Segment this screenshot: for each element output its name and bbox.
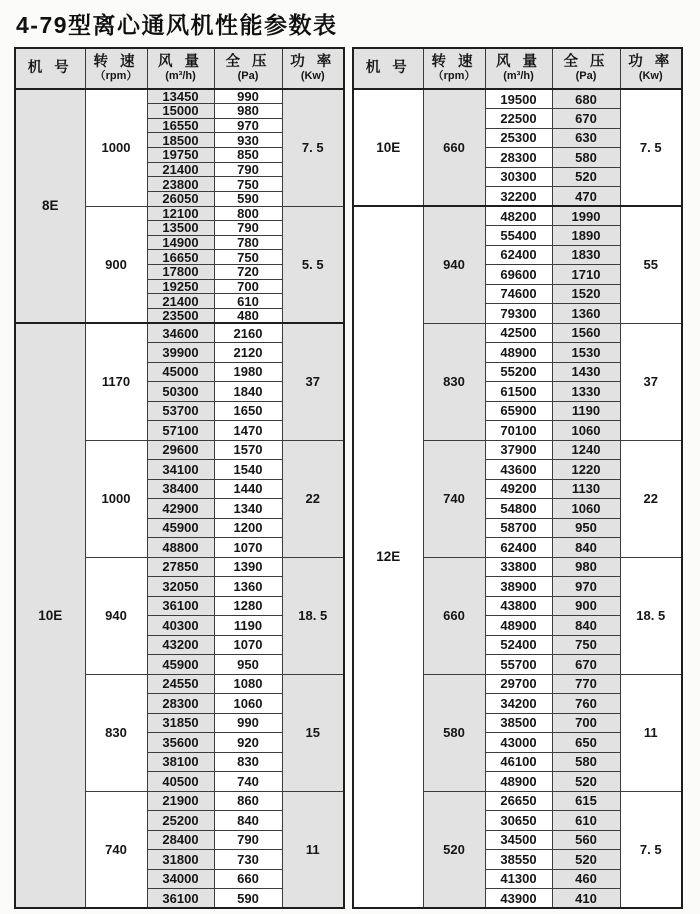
flow-cell: 23500 <box>147 308 214 323</box>
pressure-cell: 1200 <box>214 518 282 538</box>
pressure-cell: 700 <box>214 279 282 294</box>
pressure-cell: 1890 <box>552 226 620 246</box>
header-flow-unit: (m³/h) <box>165 70 196 83</box>
pressure-cell: 1070 <box>214 538 282 558</box>
flow-cell: 27850 <box>147 557 214 577</box>
header-rpm <box>423 48 485 89</box>
rpm-cell: 740 <box>423 440 485 557</box>
flow-cell: 31800 <box>147 850 214 870</box>
flow-cell: 25300 <box>485 128 552 148</box>
pressure-cell: 750 <box>552 635 620 655</box>
table-body <box>15 89 344 908</box>
pressure-cell: 630 <box>552 128 620 148</box>
table-header <box>353 48 682 89</box>
rpm-cell: 660 <box>423 89 485 206</box>
header-model-label: 机 号 <box>365 60 411 77</box>
table-header <box>15 48 344 89</box>
pressure-cell: 470 <box>552 187 620 207</box>
flow-cell: 65900 <box>485 401 552 421</box>
pressure-cell: 1710 <box>552 265 620 285</box>
model-cell: 10E <box>15 323 85 908</box>
flow-cell: 13500 <box>147 221 214 236</box>
pressure-cell: 840 <box>552 616 620 636</box>
flow-cell: 48900 <box>485 772 552 792</box>
pressure-cell: 840 <box>552 538 620 558</box>
pressure-cell: 1330 <box>552 382 620 402</box>
flow-cell: 24550 <box>147 674 214 694</box>
flow-cell: 22500 <box>485 109 552 129</box>
flow-cell: 28400 <box>147 830 214 850</box>
left-table <box>14 47 345 909</box>
flow-cell: 45900 <box>147 655 214 675</box>
pressure-cell: 1650 <box>214 401 282 421</box>
flow-cell: 34100 <box>147 460 214 480</box>
pressure-cell: 950 <box>214 655 282 675</box>
flow-cell: 23800 <box>147 177 214 192</box>
header-row <box>15 48 344 89</box>
flow-cell: 31850 <box>147 713 214 733</box>
flow-cell: 28300 <box>147 694 214 714</box>
pressure-cell: 670 <box>552 109 620 129</box>
flow-cell: 48200 <box>485 206 552 226</box>
pressure-cell: 1240 <box>552 440 620 460</box>
flow-cell: 36100 <box>147 596 214 616</box>
header-rpm-label: 转 速 <box>93 54 139 71</box>
flow-cell: 21400 <box>147 162 214 177</box>
pressure-cell: 580 <box>552 148 620 168</box>
flow-cell: 32200 <box>485 187 552 207</box>
header-rpm-label: 转 速 <box>431 54 477 71</box>
power-cell: 7. 5 <box>282 89 344 206</box>
flow-cell: 54800 <box>485 499 552 519</box>
rpm-cell: 830 <box>85 674 147 791</box>
pressure-cell: 590 <box>214 191 282 206</box>
pressure-cell: 780 <box>214 235 282 250</box>
pressure-cell: 1530 <box>552 343 620 363</box>
flow-cell: 79300 <box>485 304 552 324</box>
table-body <box>353 89 682 908</box>
flow-cell: 43900 <box>485 889 552 909</box>
header-flow-unit: (m³/h) <box>503 70 534 83</box>
rpm-cell: 940 <box>423 206 485 323</box>
header-power <box>282 48 344 89</box>
power-cell: 18. 5 <box>620 557 682 674</box>
power-cell: 22 <box>282 440 344 557</box>
power-cell: 11 <box>620 674 682 791</box>
rpm-cell: 830 <box>423 323 485 440</box>
power-cell: 5. 5 <box>282 206 344 323</box>
tables-container <box>14 47 686 909</box>
pressure-cell: 480 <box>214 308 282 323</box>
model-cell: 10E <box>353 89 423 206</box>
flow-cell: 30650 <box>485 811 552 831</box>
pressure-cell: 790 <box>214 162 282 177</box>
pressure-cell: 1560 <box>552 323 620 343</box>
power-cell: 18. 5 <box>282 557 344 674</box>
flow-cell: 37900 <box>485 440 552 460</box>
pressure-cell: 720 <box>214 265 282 280</box>
pressure-cell: 1060 <box>552 421 620 441</box>
power-cell: 15 <box>282 674 344 791</box>
pressure-cell: 1220 <box>552 460 620 480</box>
pressure-cell: 1430 <box>552 362 620 382</box>
flow-cell: 58700 <box>485 518 552 538</box>
pressure-cell: 800 <box>214 206 282 221</box>
flow-cell: 34500 <box>485 830 552 850</box>
table-row <box>15 89 344 104</box>
flow-cell: 34000 <box>147 869 214 889</box>
flow-cell: 26650 <box>485 791 552 811</box>
pressure-cell: 1340 <box>214 499 282 519</box>
pressure-cell: 760 <box>552 694 620 714</box>
table-row <box>353 89 682 109</box>
flow-cell: 29600 <box>147 440 214 460</box>
flow-cell: 38550 <box>485 850 552 870</box>
flow-cell: 45000 <box>147 362 214 382</box>
pressure-cell: 1980 <box>214 362 282 382</box>
pressure-cell: 670 <box>552 655 620 675</box>
pressure-cell: 1390 <box>214 557 282 577</box>
flow-cell: 41300 <box>485 869 552 889</box>
pressure-cell: 900 <box>552 596 620 616</box>
flow-cell: 57100 <box>147 421 214 441</box>
flow-cell: 38100 <box>147 752 214 772</box>
header-model-label: 机 号 <box>27 60 73 77</box>
flow-cell: 34600 <box>147 323 214 343</box>
flow-cell: 15000 <box>147 104 214 119</box>
pressure-cell: 1830 <box>552 245 620 265</box>
pressure-cell: 1360 <box>552 304 620 324</box>
header-power-label: 功 率 <box>628 54 674 71</box>
pressure-cell: 610 <box>214 294 282 309</box>
flow-cell: 16550 <box>147 118 214 133</box>
header-rpm-unit: （rpm） <box>94 70 138 83</box>
pressure-cell: 1470 <box>214 421 282 441</box>
flow-cell: 38900 <box>485 577 552 597</box>
pressure-cell: 1440 <box>214 479 282 499</box>
rpm-cell: 940 <box>85 557 147 674</box>
pressure-cell: 790 <box>214 221 282 236</box>
flow-cell: 18500 <box>147 133 214 148</box>
flow-cell: 43000 <box>485 733 552 753</box>
header-rpm-unit: （rpm） <box>432 70 476 83</box>
pressure-cell: 1060 <box>214 694 282 714</box>
pressure-cell: 930 <box>214 133 282 148</box>
flow-cell: 53700 <box>147 401 214 421</box>
pressure-cell: 700 <box>552 713 620 733</box>
header-model <box>353 48 423 89</box>
pressure-cell: 520 <box>552 850 620 870</box>
pressure-cell: 590 <box>214 889 282 909</box>
header-pressure-label: 全 压 <box>225 54 271 71</box>
pressure-cell: 790 <box>214 830 282 850</box>
header-flow-label: 风 量 <box>495 54 542 71</box>
flow-cell: 43200 <box>147 635 214 655</box>
rpm-cell: 740 <box>85 791 147 908</box>
flow-cell: 19500 <box>485 89 552 109</box>
header-pressure <box>552 48 620 89</box>
header-power-unit: (Kw) <box>300 70 325 83</box>
pressure-cell: 750 <box>214 177 282 192</box>
pressure-cell: 970 <box>214 118 282 133</box>
flow-cell: 55400 <box>485 226 552 246</box>
flow-cell: 19250 <box>147 279 214 294</box>
flow-cell: 29700 <box>485 674 552 694</box>
flow-cell: 21400 <box>147 294 214 309</box>
rpm-cell: 660 <box>423 557 485 674</box>
pressure-cell: 740 <box>214 772 282 792</box>
pressure-cell: 770 <box>552 674 620 694</box>
pressure-cell: 1990 <box>552 206 620 226</box>
header-pressure <box>214 48 282 89</box>
pressure-cell: 1840 <box>214 382 282 402</box>
rpm-cell: 1170 <box>85 323 147 440</box>
flow-cell: 25200 <box>147 811 214 831</box>
flow-cell: 55700 <box>485 655 552 675</box>
flow-cell: 48800 <box>147 538 214 558</box>
pressure-cell: 460 <box>552 869 620 889</box>
flow-cell: 74600 <box>485 284 552 304</box>
pressure-cell: 2160 <box>214 323 282 343</box>
pressure-cell: 980 <box>214 104 282 119</box>
header-pressure-unit: (Pa) <box>575 70 597 83</box>
pressure-cell: 1190 <box>552 401 620 421</box>
pressure-cell: 1130 <box>552 479 620 499</box>
flow-cell: 21900 <box>147 791 214 811</box>
flow-cell: 50300 <box>147 382 214 402</box>
pressure-cell: 1280 <box>214 596 282 616</box>
flow-cell: 32050 <box>147 577 214 597</box>
flow-cell: 43800 <box>485 596 552 616</box>
header-power <box>620 48 682 89</box>
pressure-cell: 1070 <box>214 635 282 655</box>
pressure-cell: 410 <box>552 889 620 909</box>
flow-cell: 45900 <box>147 518 214 538</box>
rpm-cell: 900 <box>85 206 147 323</box>
flow-cell: 39900 <box>147 343 214 363</box>
pressure-cell: 1360 <box>214 577 282 597</box>
flow-cell: 26050 <box>147 191 214 206</box>
flow-cell: 13450 <box>147 89 214 104</box>
pressure-cell: 660 <box>214 869 282 889</box>
header-row <box>353 48 682 89</box>
rpm-cell: 520 <box>423 791 485 908</box>
pressure-cell: 650 <box>552 733 620 753</box>
flow-cell: 14900 <box>147 235 214 250</box>
flow-cell: 69600 <box>485 265 552 285</box>
flow-cell: 62400 <box>485 245 552 265</box>
pressure-cell: 560 <box>552 830 620 850</box>
pressure-cell: 520 <box>552 167 620 187</box>
flow-cell: 61500 <box>485 382 552 402</box>
pressure-cell: 750 <box>214 250 282 265</box>
flow-cell: 35600 <box>147 733 214 753</box>
power-cell: 37 <box>282 323 344 440</box>
pressure-cell: 580 <box>552 752 620 772</box>
rpm-cell: 1000 <box>85 440 147 557</box>
pressure-cell: 2120 <box>214 343 282 363</box>
flow-cell: 48900 <box>485 343 552 363</box>
table-row <box>353 206 682 226</box>
flow-cell: 30300 <box>485 167 552 187</box>
pressure-cell: 520 <box>552 772 620 792</box>
header-flow <box>485 48 552 89</box>
flow-cell: 52400 <box>485 635 552 655</box>
pressure-cell: 615 <box>552 791 620 811</box>
flow-cell: 70100 <box>485 421 552 441</box>
pressure-cell: 850 <box>214 148 282 163</box>
model-cell: 8E <box>15 89 85 323</box>
header-flow <box>147 48 214 89</box>
flow-cell: 28300 <box>485 148 552 168</box>
pressure-cell: 840 <box>214 811 282 831</box>
page-title: 4-79型离心通风机性能参数表 <box>16 12 338 38</box>
pressure-cell: 1570 <box>214 440 282 460</box>
power-cell: 11 <box>282 791 344 908</box>
pressure-cell: 860 <box>214 791 282 811</box>
header-pressure-unit: (Pa) <box>237 70 259 83</box>
flow-cell: 49200 <box>485 479 552 499</box>
flow-cell: 40300 <box>147 616 214 636</box>
pressure-cell: 950 <box>552 518 620 538</box>
power-cell: 22 <box>620 440 682 557</box>
table-row <box>15 323 344 343</box>
power-cell: 37 <box>620 323 682 440</box>
pressure-cell: 730 <box>214 850 282 870</box>
flow-cell: 43600 <box>485 460 552 480</box>
flow-cell: 34200 <box>485 694 552 714</box>
rpm-cell: 1000 <box>85 89 147 206</box>
flow-cell: 19750 <box>147 148 214 163</box>
flow-cell: 62400 <box>485 538 552 558</box>
pressure-cell: 920 <box>214 733 282 753</box>
header-power-unit: (Kw) <box>638 70 663 83</box>
header-rpm <box>85 48 147 89</box>
power-cell: 55 <box>620 206 682 323</box>
header-power-label: 功 率 <box>290 54 336 71</box>
pressure-cell: 980 <box>552 557 620 577</box>
pressure-cell: 1520 <box>552 284 620 304</box>
right-table <box>352 47 683 909</box>
flow-cell: 40500 <box>147 772 214 792</box>
flow-cell: 36100 <box>147 889 214 909</box>
power-cell: 7. 5 <box>620 89 682 206</box>
flow-cell: 46100 <box>485 752 552 772</box>
header-model <box>15 48 85 89</box>
power-cell: 7. 5 <box>620 791 682 908</box>
pressure-cell: 1060 <box>552 499 620 519</box>
header-pressure-label: 全 压 <box>563 54 609 71</box>
pressure-cell: 990 <box>214 89 282 104</box>
flow-cell: 16650 <box>147 250 214 265</box>
flow-cell: 38500 <box>485 713 552 733</box>
flow-cell: 48900 <box>485 616 552 636</box>
pressure-cell: 610 <box>552 811 620 831</box>
model-cell: 12E <box>353 206 423 908</box>
flow-cell: 42500 <box>485 323 552 343</box>
pressure-cell: 1080 <box>214 674 282 694</box>
flow-cell: 42900 <box>147 499 214 519</box>
pressure-cell: 830 <box>214 752 282 772</box>
rpm-cell: 580 <box>423 674 485 791</box>
pressure-cell: 990 <box>214 713 282 733</box>
flow-cell: 38400 <box>147 479 214 499</box>
header-flow-label: 风 量 <box>157 54 204 71</box>
flow-cell: 55200 <box>485 362 552 382</box>
pressure-cell: 680 <box>552 89 620 109</box>
pressure-cell: 1190 <box>214 616 282 636</box>
flow-cell: 12100 <box>147 206 214 221</box>
pressure-cell: 970 <box>552 577 620 597</box>
flow-cell: 33800 <box>485 557 552 577</box>
flow-cell: 17800 <box>147 265 214 280</box>
pressure-cell: 1540 <box>214 460 282 480</box>
